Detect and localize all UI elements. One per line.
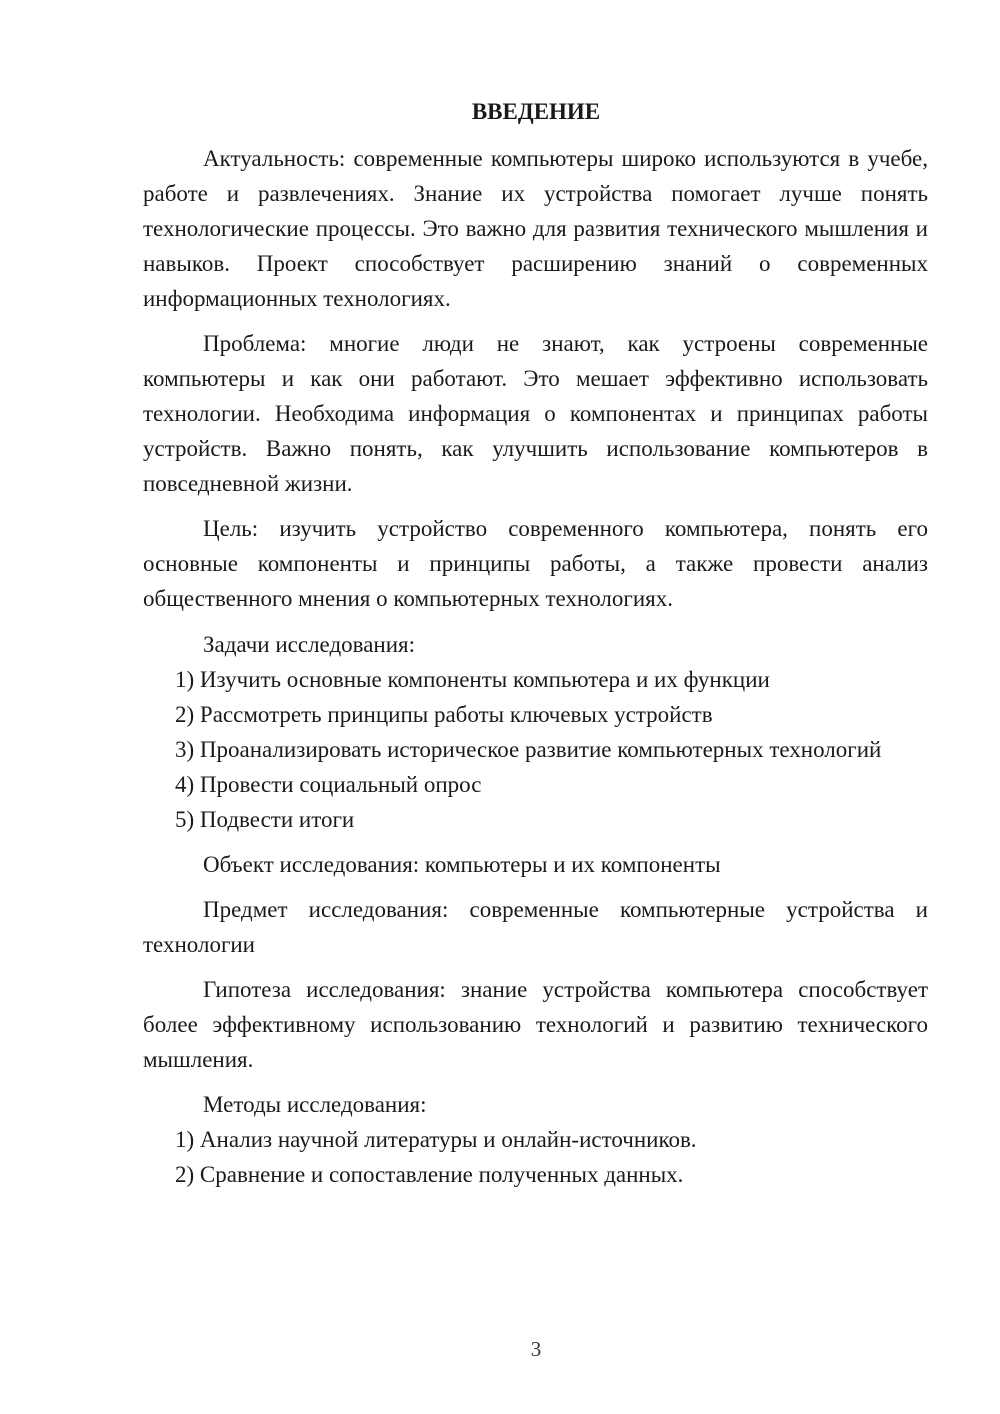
subject-paragraph: Предмет исследования: современные компьютерные устройства и технологии: [143, 897, 928, 957]
method-item: 2) Сравнение и сопоставление полученных данных.: [175, 1162, 684, 1187]
page-number: 3: [530, 1337, 542, 1361]
goal-paragraph: Цель: изучить устройство современного компьютера, понять его основные компоненты и принципы работы, а также провести анализ общественного мнения о компьютерных технологиях.: [143, 516, 928, 611]
page-title: ВВЕДЕНИЕ: [471, 99, 601, 124]
hypothesis-paragraph: Гипотеза исследования: знание устройства компьютера способствует более эффективному использованию технологий и развитию технического мышления.: [143, 977, 928, 1072]
tasks-heading: Задачи исследования:: [203, 632, 416, 657]
task-item: 2) Рассмотреть принципы работы ключевых устройств: [175, 702, 713, 727]
document-body: [143, 141, 928, 1192]
task-item: 4) Провести социальный опрос: [175, 772, 482, 797]
method-item: 1) Анализ научной литературы и онлайн-источников.: [175, 1127, 697, 1152]
task-item: 5) Подвести итоги: [175, 807, 355, 832]
methods-heading: Методы исследования:: [203, 1092, 427, 1117]
object-paragraph: Объект исследования: компьютеры и их компоненты: [203, 852, 721, 877]
task-item: 3) Проанализировать историческое развитие компьютерных технологий: [175, 737, 882, 762]
problem-paragraph: Проблема: многие люди не знают, как устроены современные компьютеры и как они работают. Это мешает эффективно использовать технологии. Необходима информация о компонентах и принципах работы устройств. Важно понять, как улучшить использование компьютеров в повседневной жизни.: [143, 331, 928, 496]
relevance-paragraph: Актуальность: современные компьютеры широко используются в учебе, работе и развлечениях. Знание их устройства помогает лучше понять технологические процессы. Это важно для развития технического мышления и навыков. Проект способствует расширению знаний о современных информационных технологиях.: [143, 146, 928, 311]
task-item: 1) Изучить основные компоненты компьютера и их функции: [175, 667, 770, 692]
